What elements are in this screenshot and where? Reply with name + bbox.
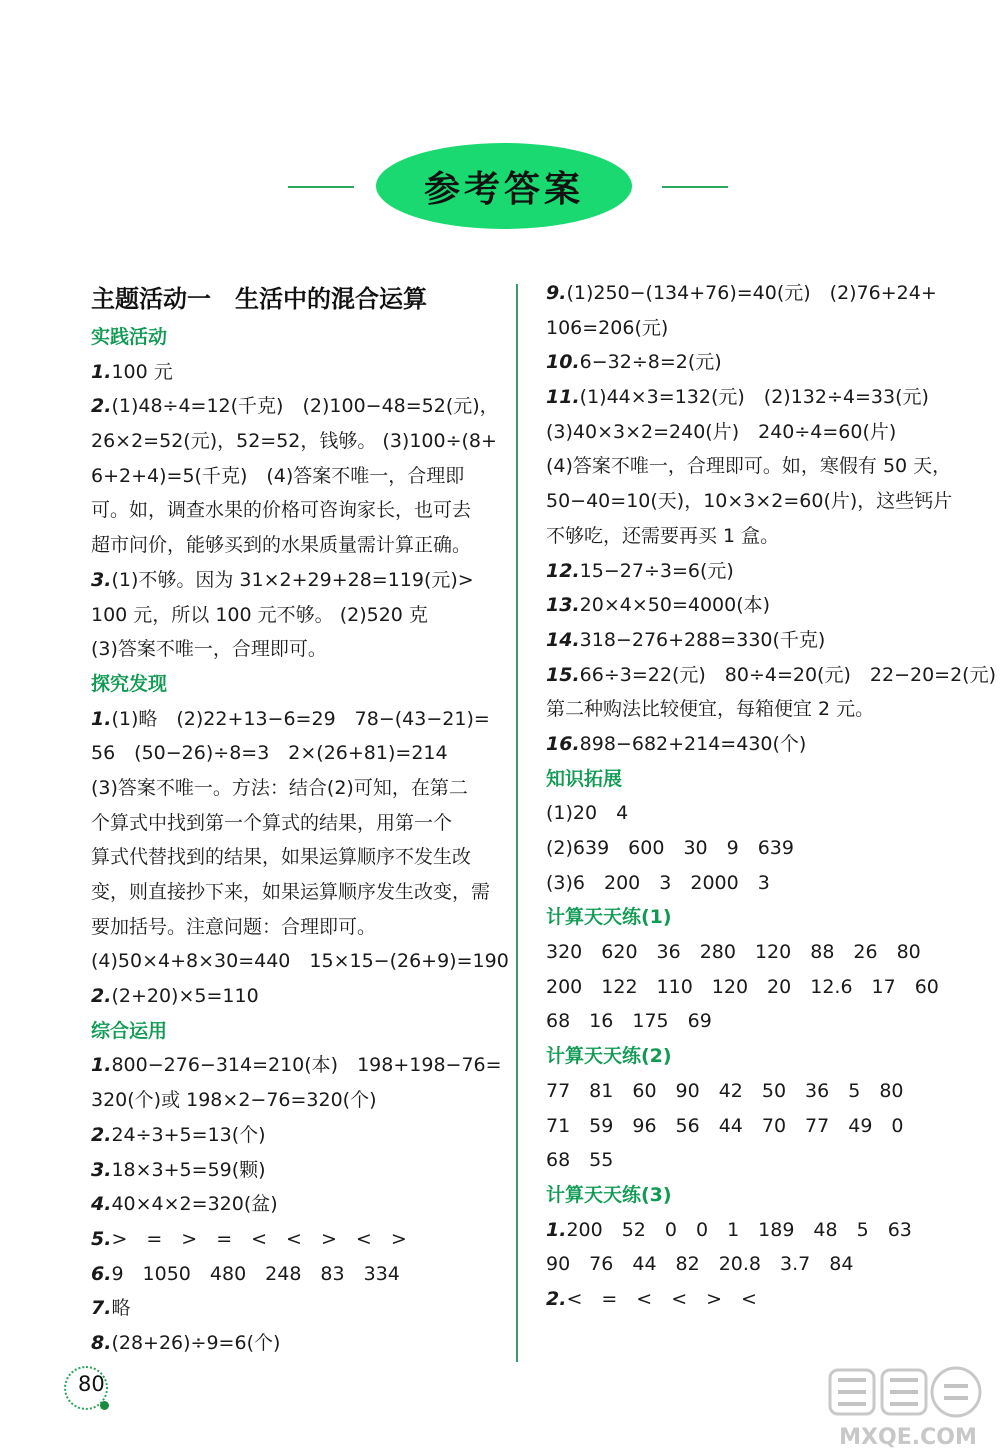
answer-line (91, 1118, 501, 1153)
answer-text: 318−276+288=330(千克) (579, 628, 826, 651)
answer-text: 20×4×50=4000(本) (579, 594, 771, 617)
answer-text: 第二种购法比较便宜，每箱便宜 2 元。 (546, 698, 875, 721)
answer-line (91, 1326, 501, 1361)
question-number: 2. (91, 1123, 112, 1146)
answer-line (91, 1048, 501, 1083)
answer-text: 26×2=52(元)，52=52，钱够。 (3)100÷(8+ (91, 430, 497, 453)
question-number: 15. (546, 663, 580, 686)
answer-text: (3)40×3×2=240(片) 240÷4=60(片) (546, 420, 897, 443)
answer-line (546, 588, 966, 623)
page-number-badge (64, 1366, 108, 1410)
column-divider (516, 284, 518, 1362)
answer-line (91, 1153, 501, 1188)
question-number: 14. (546, 628, 580, 651)
title-banner (376, 143, 632, 229)
answer-text: 9 1050 480 248 83 334 (111, 1262, 400, 1285)
answer-text: 40×4×2=320(盆) (111, 1193, 278, 1216)
answer-text: (1)48÷4=12(千克) (2)100−48=52(元)， (111, 395, 499, 418)
subsection-title: 实践活动 (91, 326, 168, 348)
left-column (91, 278, 509, 1361)
question-number: 8. (91, 1331, 112, 1354)
question-number: 2. (91, 985, 112, 1008)
answer-text: 898−682+214=430(个) (579, 732, 807, 755)
page-dot-icon (100, 1401, 109, 1410)
answer-text: (3)答案不唯一。方法：结合(2)可知，在第二 (91, 776, 468, 799)
answer-line (546, 1213, 966, 1248)
section-heading: 主题活动一 生活中的混合运算 (91, 285, 427, 313)
answer-text: 18×3+5=59(颗) (111, 1158, 266, 1181)
question-number: 9. (546, 282, 567, 304)
answer-line (546, 311, 966, 346)
answer-text: 略 (111, 1297, 131, 1320)
answer-line (546, 276, 966, 311)
question-number: 3. (91, 568, 112, 591)
question-number: 3. (91, 1158, 112, 1181)
question-number: 1. (91, 360, 112, 383)
answer-text: 71 59 96 56 44 70 77 49 0 (546, 1114, 904, 1137)
watermark-icon (820, 1362, 996, 1450)
answer-text: (3)6 200 3 2000 3 (546, 871, 770, 894)
answer-line (91, 459, 501, 494)
answer-text: 200 52 0 0 1 189 48 5 63 (566, 1218, 912, 1241)
answer-text: 不够吃，还需要再买 1 盒。 (546, 524, 780, 547)
answer-line (91, 910, 501, 945)
answer-text: 68 16 175 69 (546, 1010, 712, 1033)
question-number: 5. (91, 1227, 112, 1250)
answer-text: (1)略 (2)22+13−6=29 78−(43−21)= (111, 707, 490, 730)
answer-line (91, 771, 501, 806)
answer-text: 200 122 110 120 20 12.6 17 60 (546, 975, 939, 998)
answer-line (546, 831, 966, 866)
answer-line (91, 1257, 501, 1292)
question-number: 1. (546, 1218, 567, 1241)
answer-text: 变，则直接抄下来，如果运算顺序发生改变，需 (91, 881, 491, 903)
answer-text: 6−32÷8=2(元) (579, 351, 722, 374)
answer-line (546, 380, 966, 415)
answer-text: 800−276−314=210(本) 198+198−76= (111, 1054, 502, 1077)
answer-line (546, 415, 966, 450)
answer-text: 6+2+4)=5(千克) (4)答案不唯一，合理即 (91, 464, 465, 487)
answer-line (91, 736, 501, 771)
question-number: 2. (546, 1287, 567, 1310)
answer-text: 68 55 (546, 1149, 614, 1172)
answer-text: (1)250−(134+76)=40(元) (2)76+24+ (566, 282, 937, 304)
answer-text: (1)20 4 (546, 802, 629, 825)
question-number: 10. (546, 351, 580, 374)
question-number: 16. (546, 732, 580, 755)
answer-line (546, 727, 966, 762)
answer-line (546, 658, 996, 693)
answer-text: (28+26)÷9=6(个) (111, 1331, 281, 1354)
page-number: 80 (78, 1372, 105, 1396)
subsection-title: 计算天天练(1) (546, 906, 672, 929)
answer-line (91, 355, 501, 390)
subsection-title: 探究发现 (91, 672, 168, 695)
answer-line (91, 632, 501, 667)
answer-text: 24÷3+5=13(个) (111, 1123, 266, 1146)
answer-line (546, 796, 966, 831)
answer-text: > = > = < < > < > (111, 1227, 407, 1250)
answer-text: 超市问价，能够买到的水果质量需计算正确。 (91, 534, 472, 557)
answer-text: (4)50×4+8×30=440 15×15−(26+9)=190 (91, 950, 509, 973)
answer-line (546, 935, 966, 970)
answer-text: 90 76 44 82 20.8 3.7 84 (546, 1253, 854, 1276)
question-number: 7. (91, 1297, 112, 1320)
answer-text: < = < < > < (566, 1287, 757, 1310)
answer-line (91, 424, 501, 459)
answer-text: 320(个)或 198×2−76=320(个) (91, 1089, 377, 1112)
answer-line (91, 1291, 501, 1326)
question-number: 1. (91, 1054, 112, 1077)
answer-text: 算式代替找到的结果，如果运算顺序不发生改 (91, 846, 472, 869)
answer-line (546, 970, 966, 1005)
subsection-title: 综合运用 (91, 1019, 168, 1042)
answer-line (546, 692, 966, 727)
answer-line (91, 563, 501, 598)
answer-line (546, 484, 966, 519)
answer-text: 66÷3=22(元) 80÷4=20(元) 22−20=2(元) (579, 663, 996, 686)
answer-line (91, 389, 501, 424)
answer-line (91, 840, 501, 875)
answer-line (546, 1074, 966, 1109)
answer-line (91, 1222, 501, 1257)
answer-line (91, 944, 509, 979)
subsection-title: 计算天天练(2) (546, 1045, 672, 1068)
question-number: 1. (91, 707, 112, 730)
answer-text: (4)答案不唯一，合理即可。如，寒假有 50 天， (546, 455, 952, 478)
header-rule-left (288, 186, 354, 188)
header-rule-right (662, 186, 728, 188)
answer-line (91, 806, 501, 841)
question-number: 11. (546, 386, 580, 409)
question-number: 13. (546, 594, 580, 617)
answer-line (91, 493, 501, 528)
answer-text: 15−27÷3=6(元) (579, 559, 734, 582)
answer-text: 56 (50−26)÷8=3 2×(26+81)=214 (91, 742, 448, 765)
watermark-logo (820, 1362, 996, 1450)
answer-line (91, 1187, 501, 1222)
answer-line (91, 1083, 501, 1118)
answer-line (546, 1109, 966, 1144)
answer-text: 50−40=10(天)，10×3×2=60(片)，这些钙片 (546, 490, 953, 513)
answer-line (546, 1282, 966, 1317)
answer-line (546, 1004, 966, 1039)
answer-line (91, 979, 501, 1014)
answer-text: 100 元 (111, 360, 173, 383)
answer-text: 100 元，所以 100 元不够。 (2)520 克 (91, 603, 428, 626)
answer-line (546, 623, 966, 658)
answer-text: 个算式中找到第一个算式的结果，用第一个 (91, 811, 453, 834)
answer-line (91, 702, 501, 737)
answer-line (91, 598, 501, 633)
answer-text: 可。如，调查水果的价格可咨询家长，也可去 (91, 499, 472, 522)
answer-text: (1)44×3=132(元) (2)132÷4=33(元) (579, 386, 929, 409)
subsection-title: 计算天天练(3) (546, 1183, 672, 1206)
subsection-title: 知识拓展 (546, 767, 623, 790)
answer-line (546, 554, 966, 589)
answer-line (546, 345, 966, 380)
page-title: 参考答案 (423, 168, 584, 210)
answer-line (546, 1247, 966, 1282)
question-number: 12. (546, 559, 580, 582)
answer-text: 320 620 36 280 120 88 26 80 (546, 941, 921, 964)
watermark-url: MXQE.COM (839, 1425, 977, 1450)
answer-line (91, 528, 501, 563)
answer-line (91, 875, 501, 910)
answer-text: (1)不够。因为 31×2+29+28=119(元)> (111, 568, 474, 591)
answer-line (546, 519, 966, 554)
right-column (546, 276, 996, 1317)
answer-text: (3)答案不唯一，合理即可。 (91, 638, 327, 661)
question-number: 4. (91, 1193, 112, 1216)
question-number: 6. (91, 1262, 112, 1285)
answer-line (546, 1143, 966, 1178)
answer-text: 要加括号。注意问题：合理即可。 (91, 915, 377, 938)
answer-text: 77 81 60 90 42 50 36 5 80 (546, 1079, 904, 1102)
answer-text: (2)639 600 30 9 639 (546, 837, 794, 859)
answer-text: 106=206(元) (546, 316, 669, 339)
answer-line (546, 866, 966, 901)
answer-text: (2+20)×5=110 (111, 985, 259, 1008)
question-number: 2. (91, 395, 112, 418)
answer-line (546, 449, 966, 484)
